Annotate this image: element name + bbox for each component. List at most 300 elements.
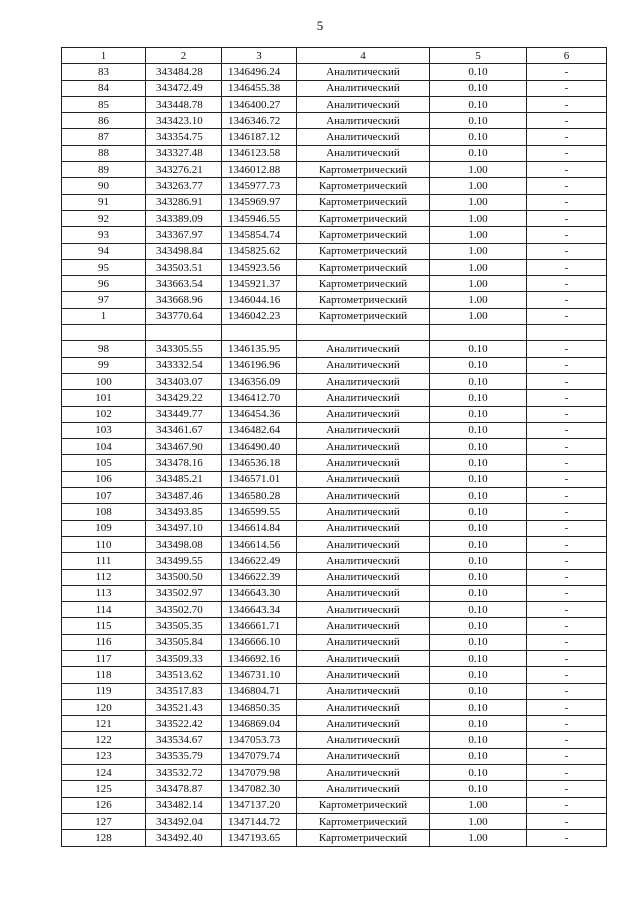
y-coordinate-cell: 1346850.35 — [222, 699, 297, 715]
table-row — [62, 64, 607, 80]
x-coordinate-cell: 343305.55 — [146, 341, 222, 357]
note-cell: - — [527, 194, 607, 210]
method-cell: Аналитический — [297, 716, 430, 732]
point-number-cell: 91 — [62, 194, 146, 210]
x-coordinate-cell: 343286.91 — [146, 194, 222, 210]
x-coordinate-cell: 343513.62 — [146, 667, 222, 683]
y-coordinate-cell: 1345854.74 — [222, 227, 297, 243]
point-number-cell: 85 — [62, 96, 146, 112]
note-cell: - — [527, 536, 607, 552]
note-cell: - — [527, 813, 607, 829]
method-cell: Аналитический — [297, 471, 430, 487]
accuracy-cell: 0.10 — [430, 373, 527, 389]
table-row — [62, 797, 607, 813]
accuracy-cell: 0.10 — [430, 422, 527, 438]
x-coordinate-cell: 343461.67 — [146, 422, 222, 438]
accuracy-cell: 1.00 — [430, 243, 527, 259]
x-coordinate-cell: 343449.77 — [146, 406, 222, 422]
x-coordinate-cell: 343327.48 — [146, 145, 222, 161]
note-cell: - — [527, 96, 607, 112]
x-coordinate-cell: 343482.14 — [146, 797, 222, 813]
note-cell: - — [527, 162, 607, 178]
table-row — [62, 781, 607, 797]
x-coordinate-cell: 343505.84 — [146, 634, 222, 650]
point-number-cell: 88 — [62, 145, 146, 161]
table-row — [62, 439, 607, 455]
method-cell: Аналитический — [297, 439, 430, 455]
x-coordinate-cell: 343663.54 — [146, 276, 222, 292]
x-coordinate-cell: 343448.78 — [146, 96, 222, 112]
point-number-cell: 109 — [62, 520, 146, 536]
accuracy-cell: 0.10 — [430, 699, 527, 715]
point-number-cell: 126 — [62, 797, 146, 813]
x-coordinate-cell: 343484.28 — [146, 64, 222, 80]
x-coordinate-cell: 343668.96 — [146, 292, 222, 308]
method-cell: Картометрический — [297, 797, 430, 813]
accuracy-cell: 0.10 — [430, 113, 527, 129]
y-coordinate-cell: 1346346.72 — [222, 113, 297, 129]
method-cell: Аналитический — [297, 390, 430, 406]
method-cell: Картометрический — [297, 178, 430, 194]
note-cell: - — [527, 64, 607, 80]
note-cell: - — [527, 471, 607, 487]
table-row — [62, 210, 607, 226]
point-number-cell: 92 — [62, 210, 146, 226]
accuracy-cell: 0.10 — [430, 357, 527, 373]
accuracy-cell: 0.10 — [430, 80, 527, 96]
y-coordinate-cell: 1346536.18 — [222, 455, 297, 471]
accuracy-cell: 0.10 — [430, 64, 527, 80]
accuracy-cell: 0.10 — [430, 602, 527, 618]
point-number-cell: 90 — [62, 178, 146, 194]
method-cell: Картометрический — [297, 227, 430, 243]
accuracy-cell — [430, 325, 527, 341]
x-coordinate-cell: 343332.54 — [146, 357, 222, 373]
table-row — [62, 699, 607, 715]
y-coordinate-cell: 1346042.23 — [222, 308, 297, 324]
y-coordinate-cell: 1345921.37 — [222, 276, 297, 292]
point-number-cell: 118 — [62, 667, 146, 683]
table-spacer-row — [62, 325, 607, 341]
table-row — [62, 276, 607, 292]
table-row — [62, 243, 607, 259]
method-cell: Картометрический — [297, 276, 430, 292]
y-coordinate-cell: 1345946.55 — [222, 210, 297, 226]
table-row — [62, 716, 607, 732]
x-coordinate-cell: 343276.21 — [146, 162, 222, 178]
note-cell: - — [527, 406, 607, 422]
point-number-cell: 95 — [62, 259, 146, 275]
method-cell: Аналитический — [297, 113, 430, 129]
y-coordinate-cell: 1346135.95 — [222, 341, 297, 357]
y-coordinate-cell: 1346661.71 — [222, 618, 297, 634]
y-coordinate-cell: 1346643.30 — [222, 585, 297, 601]
table-row — [62, 553, 607, 569]
x-coordinate-cell: 343263.77 — [146, 178, 222, 194]
method-cell: Аналитический — [297, 488, 430, 504]
point-number-cell: 105 — [62, 455, 146, 471]
table-row — [62, 373, 607, 389]
y-coordinate-cell: 1346012.88 — [222, 162, 297, 178]
table-row — [62, 634, 607, 650]
x-coordinate-cell: 343499.55 — [146, 553, 222, 569]
point-number-cell: 94 — [62, 243, 146, 259]
point-number-cell: 93 — [62, 227, 146, 243]
table-row — [62, 667, 607, 683]
point-number-cell: 103 — [62, 422, 146, 438]
note-cell: - — [527, 748, 607, 764]
table-row — [62, 569, 607, 585]
table-row — [62, 259, 607, 275]
point-number-cell: 84 — [62, 80, 146, 96]
y-coordinate-cell: 1346692.16 — [222, 650, 297, 666]
accuracy-cell: 1.00 — [430, 292, 527, 308]
note-cell: - — [527, 308, 607, 324]
method-cell: Картометрический — [297, 308, 430, 324]
note-cell: - — [527, 699, 607, 715]
accuracy-cell: 0.10 — [430, 732, 527, 748]
table-row — [62, 536, 607, 552]
accuracy-cell: 1.00 — [430, 813, 527, 829]
note-cell: - — [527, 569, 607, 585]
table-row — [62, 341, 607, 357]
accuracy-cell: 0.10 — [430, 455, 527, 471]
method-cell: Аналитический — [297, 634, 430, 650]
x-coordinate-cell: 343492.04 — [146, 813, 222, 829]
point-number-cell: 111 — [62, 553, 146, 569]
method-cell: Картометрический — [297, 194, 430, 210]
point-number-cell: 101 — [62, 390, 146, 406]
accuracy-cell: 0.10 — [430, 618, 527, 634]
y-coordinate-cell: 1346455.38 — [222, 80, 297, 96]
note-cell: - — [527, 716, 607, 732]
point-number-cell: 87 — [62, 129, 146, 145]
x-coordinate-cell: 343534.67 — [146, 732, 222, 748]
note-cell: - — [527, 520, 607, 536]
note-cell: - — [527, 341, 607, 357]
point-number-cell: 122 — [62, 732, 146, 748]
table-row — [62, 732, 607, 748]
accuracy-cell: 1.00 — [430, 162, 527, 178]
x-coordinate-cell: 343467.90 — [146, 439, 222, 455]
point-number-cell: 108 — [62, 504, 146, 520]
accuracy-cell: 0.10 — [430, 765, 527, 781]
point-number-cell: 123 — [62, 748, 146, 764]
note-cell: - — [527, 765, 607, 781]
method-cell: Аналитический — [297, 145, 430, 161]
accuracy-cell: 1.00 — [430, 830, 527, 846]
method-cell: Аналитический — [297, 553, 430, 569]
y-coordinate-cell: 1347079.98 — [222, 765, 297, 781]
accuracy-cell: 0.10 — [430, 390, 527, 406]
note-cell: - — [527, 618, 607, 634]
y-coordinate-cell: 1346454.36 — [222, 406, 297, 422]
method-cell: Аналитический — [297, 406, 430, 422]
note-cell: - — [527, 683, 607, 699]
x-coordinate-cell: 343492.40 — [146, 830, 222, 846]
table-row — [62, 455, 607, 471]
x-coordinate-cell — [146, 325, 222, 341]
table-row — [62, 113, 607, 129]
point-number-cell: 100 — [62, 373, 146, 389]
note-cell: - — [527, 276, 607, 292]
method-cell: Картометрический — [297, 210, 430, 226]
point-number-cell: 127 — [62, 813, 146, 829]
point-number-cell: 112 — [62, 569, 146, 585]
y-coordinate-cell: 1346196.96 — [222, 357, 297, 373]
y-coordinate-cell: 1346356.09 — [222, 373, 297, 389]
method-cell: Аналитический — [297, 357, 430, 373]
x-coordinate-cell: 343497.10 — [146, 520, 222, 536]
y-coordinate-cell: 1345977.73 — [222, 178, 297, 194]
table-row — [62, 357, 607, 373]
point-number-cell: 102 — [62, 406, 146, 422]
table-row — [62, 683, 607, 699]
point-number-cell: 116 — [62, 634, 146, 650]
x-coordinate-cell: 343403.07 — [146, 373, 222, 389]
note-cell: - — [527, 259, 607, 275]
note-cell: - — [527, 488, 607, 504]
method-cell: Аналитический — [297, 781, 430, 797]
x-coordinate-cell: 343472.49 — [146, 80, 222, 96]
table-row — [62, 406, 607, 422]
table-row — [62, 292, 607, 308]
method-cell — [297, 325, 430, 341]
method-cell: Аналитический — [297, 422, 430, 438]
accuracy-cell: 1.00 — [430, 276, 527, 292]
y-coordinate-cell: 1347144.72 — [222, 813, 297, 829]
accuracy-cell: 0.10 — [430, 536, 527, 552]
point-number-cell: 121 — [62, 716, 146, 732]
accuracy-cell: 0.10 — [430, 667, 527, 683]
x-coordinate-cell: 343498.84 — [146, 243, 222, 259]
table-row — [62, 618, 607, 634]
x-coordinate-cell: 343505.35 — [146, 618, 222, 634]
point-number-cell: 117 — [62, 650, 146, 666]
point-number-cell: 120 — [62, 699, 146, 715]
x-coordinate-cell: 343532.72 — [146, 765, 222, 781]
y-coordinate-cell: 1346490.40 — [222, 439, 297, 455]
accuracy-cell: 1.00 — [430, 178, 527, 194]
note-cell: - — [527, 227, 607, 243]
note-cell: - — [527, 357, 607, 373]
x-coordinate-cell: 343478.16 — [146, 455, 222, 471]
accuracy-cell: 0.10 — [430, 553, 527, 569]
method-cell: Картометрический — [297, 813, 430, 829]
y-coordinate-cell: 1346400.27 — [222, 96, 297, 112]
note-cell: - — [527, 732, 607, 748]
point-number-cell: 97 — [62, 292, 146, 308]
method-cell: Аналитический — [297, 765, 430, 781]
accuracy-cell: 1.00 — [430, 797, 527, 813]
method-cell: Аналитический — [297, 520, 430, 536]
method-cell: Аналитический — [297, 80, 430, 96]
y-coordinate-cell: 1345969.97 — [222, 194, 297, 210]
method-cell: Картометрический — [297, 243, 430, 259]
accuracy-cell: 0.10 — [430, 683, 527, 699]
note-cell: - — [527, 422, 607, 438]
y-coordinate-cell: 1346804.71 — [222, 683, 297, 699]
method-cell: Аналитический — [297, 650, 430, 666]
point-number-cell: 104 — [62, 439, 146, 455]
note-cell: - — [527, 585, 607, 601]
column-header: 2 — [146, 48, 222, 64]
point-number-cell — [62, 325, 146, 341]
y-coordinate-cell: 1346869.04 — [222, 716, 297, 732]
accuracy-cell: 0.10 — [430, 488, 527, 504]
accuracy-cell: 1.00 — [430, 227, 527, 243]
x-coordinate-cell: 343367.97 — [146, 227, 222, 243]
method-cell: Аналитический — [297, 341, 430, 357]
y-coordinate-cell: 1346123.58 — [222, 145, 297, 161]
note-cell: - — [527, 439, 607, 455]
method-cell: Аналитический — [297, 699, 430, 715]
accuracy-cell: 0.10 — [430, 406, 527, 422]
table-row — [62, 748, 607, 764]
accuracy-cell: 0.10 — [430, 634, 527, 650]
table-row — [62, 96, 607, 112]
x-coordinate-cell: 343389.09 — [146, 210, 222, 226]
method-cell: Аналитический — [297, 667, 430, 683]
table-header-row — [62, 48, 607, 64]
x-coordinate-cell: 343500.50 — [146, 569, 222, 585]
y-coordinate-cell: 1346496.24 — [222, 64, 297, 80]
point-number-cell: 86 — [62, 113, 146, 129]
method-cell: Картометрический — [297, 259, 430, 275]
note-cell: - — [527, 553, 607, 569]
point-number-cell: 89 — [62, 162, 146, 178]
x-coordinate-cell: 343770.64 — [146, 308, 222, 324]
note-cell: - — [527, 455, 607, 471]
table-row — [62, 813, 607, 829]
table-row — [62, 145, 607, 161]
accuracy-cell: 0.10 — [430, 504, 527, 520]
x-coordinate-cell: 343509.33 — [146, 650, 222, 666]
column-header: 4 — [297, 48, 430, 64]
accuracy-cell: 0.10 — [430, 520, 527, 536]
accuracy-cell: 1.00 — [430, 308, 527, 324]
point-number-cell: 107 — [62, 488, 146, 504]
method-cell: Аналитический — [297, 455, 430, 471]
method-cell: Аналитический — [297, 129, 430, 145]
column-header: 5 — [430, 48, 527, 64]
page-number: 5 — [316, 18, 324, 33]
table-row — [62, 488, 607, 504]
point-number-cell: 115 — [62, 618, 146, 634]
y-coordinate-cell: 1346614.56 — [222, 536, 297, 552]
table-row — [62, 520, 607, 536]
method-cell: Картометрический — [297, 162, 430, 178]
point-number-cell: 106 — [62, 471, 146, 487]
note-cell: - — [527, 210, 607, 226]
note-cell: - — [527, 504, 607, 520]
accuracy-cell: 0.10 — [430, 145, 527, 161]
column-header: 1 — [62, 48, 146, 64]
y-coordinate-cell: 1345923.56 — [222, 259, 297, 275]
y-coordinate-cell — [222, 325, 297, 341]
y-coordinate-cell: 1347053.73 — [222, 732, 297, 748]
note-cell: - — [527, 80, 607, 96]
y-coordinate-cell: 1346643.34 — [222, 602, 297, 618]
note-cell: - — [527, 667, 607, 683]
y-coordinate-cell: 1346599.55 — [222, 504, 297, 520]
method-cell: Картометрический — [297, 292, 430, 308]
accuracy-cell: 0.10 — [430, 716, 527, 732]
point-number-cell: 96 — [62, 276, 146, 292]
point-number-cell: 114 — [62, 602, 146, 618]
note-cell: - — [527, 178, 607, 194]
table-row — [62, 585, 607, 601]
method-cell: Аналитический — [297, 536, 430, 552]
x-coordinate-cell: 343498.08 — [146, 536, 222, 552]
table-row — [62, 390, 607, 406]
x-coordinate-cell: 343535.79 — [146, 748, 222, 764]
x-coordinate-cell: 343522.42 — [146, 716, 222, 732]
table-row — [62, 650, 607, 666]
y-coordinate-cell: 1347193.65 — [222, 830, 297, 846]
column-header: 3 — [222, 48, 297, 64]
table-row — [62, 830, 607, 846]
point-number-cell: 1 — [62, 308, 146, 324]
method-cell: Аналитический — [297, 618, 430, 634]
point-number-cell: 83 — [62, 64, 146, 80]
note-cell — [527, 325, 607, 341]
y-coordinate-cell: 1346412.70 — [222, 390, 297, 406]
table-row — [62, 80, 607, 96]
y-coordinate-cell: 1346614.84 — [222, 520, 297, 536]
method-cell: Аналитический — [297, 373, 430, 389]
accuracy-cell: 0.10 — [430, 96, 527, 112]
x-coordinate-cell: 343429.22 — [146, 390, 222, 406]
accuracy-cell: 0.10 — [430, 439, 527, 455]
method-cell: Аналитический — [297, 64, 430, 80]
note-cell: - — [527, 797, 607, 813]
method-cell: Аналитический — [297, 602, 430, 618]
note-cell: - — [527, 113, 607, 129]
y-coordinate-cell: 1346666.10 — [222, 634, 297, 650]
accuracy-cell: 1.00 — [430, 259, 527, 275]
accuracy-cell: 1.00 — [430, 194, 527, 210]
table-row — [62, 471, 607, 487]
method-cell: Аналитический — [297, 504, 430, 520]
method-cell: Картометрический — [297, 830, 430, 846]
method-cell: Аналитический — [297, 683, 430, 699]
accuracy-cell: 0.10 — [430, 650, 527, 666]
x-coordinate-cell: 343478.87 — [146, 781, 222, 797]
table-row — [62, 194, 607, 210]
note-cell: - — [527, 390, 607, 406]
method-cell: Аналитический — [297, 732, 430, 748]
method-cell: Аналитический — [297, 585, 430, 601]
y-coordinate-cell: 1346580.28 — [222, 488, 297, 504]
y-coordinate-cell: 1347082.30 — [222, 781, 297, 797]
point-number-cell: 124 — [62, 765, 146, 781]
column-header: 6 — [527, 48, 607, 64]
table-row — [62, 227, 607, 243]
y-coordinate-cell: 1346482.64 — [222, 422, 297, 438]
note-cell: - — [527, 634, 607, 650]
accuracy-cell: 0.10 — [430, 471, 527, 487]
note-cell: - — [527, 602, 607, 618]
y-coordinate-cell: 1346044.16 — [222, 292, 297, 308]
table-row — [62, 178, 607, 194]
point-number-cell: 125 — [62, 781, 146, 797]
x-coordinate-cell: 343502.70 — [146, 602, 222, 618]
note-cell: - — [527, 129, 607, 145]
y-coordinate-cell: 1347137.20 — [222, 797, 297, 813]
y-coordinate-cell: 1346571.01 — [222, 471, 297, 487]
method-cell: Аналитический — [297, 569, 430, 585]
